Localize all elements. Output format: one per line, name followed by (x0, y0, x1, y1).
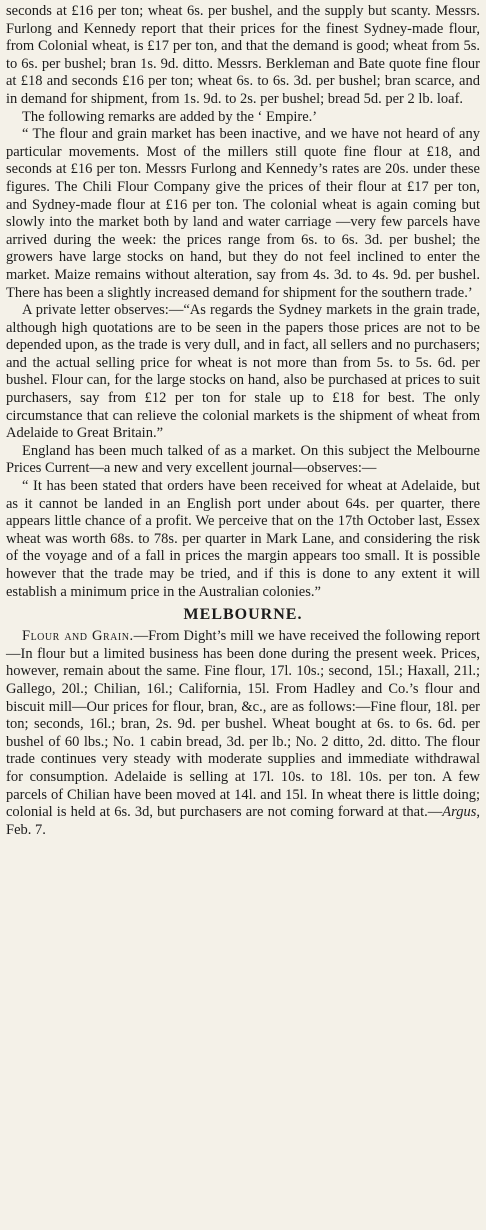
source-date: , Feb. 7. (6, 804, 480, 838)
paragraph-prices-current-quote: “ It has been stated that orders have been received for wheat at Adelaide, but as it cannot be landed in an English port under about 64s. per quarter, there appears little chance of a profit. We perceive that on the 17th October last, Essex wheat was worth 68s. to 78s. per quarter in Mark Lane, and considering the risk of the voyage and of a fall in prices the margin appears too small. It is possible however that the trade may be tried, and if this is done to any extent it will establish a minimum price in the Australian colonies.” (6, 478, 480, 600)
run-in-heading-flour-and-grain: Flour and Grain. (22, 628, 134, 645)
paragraph-private-letter: A private letter observes:—“As regards the Sydney markets in the grain trade, although high quotations are to be seen in the papers those prices are not to be depended upon, as the trade is very dull, and in fact, all sellers and no purchasers; and the actual selling price for wheat is not more than from 5s. to 5s. 6d. per bushel. Flour can, for the large stocks on hand, also be purchased at prices to suit purchasers, say from £12 per ton for stale up to £18 for best. The only circumstance that can relieve the colonial markets is the shipment of wheat from Adelaide to Great Britain.” (6, 302, 480, 442)
source-citation-argus: Argus (442, 804, 477, 821)
paragraph-empire-intro: The following remarks are added by the ‘ Empire.’ (22, 108, 318, 125)
melbourne-report-text: —From Dight’s mill we have received the following report—In flour but a limited business has been done during the present week. Prices, however, remain about the same. Fine flour, 17l. 10s.; second, 15l.; Haxall, 21l.; Gallego, 20l.; Chilian, 16l.; California, 15l. From Hadley and Co.’s flour and biscuit mill—Our prices for flour, bran, &c., are as follows:—Fine flour, 18l. per ton; seconds, 16l.; bran, 2s. 9d. per bushel. Wheat bought at 6s. to 6s. 6d. per bushel of 60 lbs.; No. 1 cabin bread, 3d. per lb.; No. 2 ditto, 2d. ditto. The flour trade continues very steady with moderate supplies and immediate withdrawal for consumption. Adelaide is selling at 17l. 10s. to 18l. 10s. per ton. A few parcels of Chilian have been moved at 14l. and 15l. In wheat there is little doing; colonial is held at 6s. 3d, but purchasers are not coming forward at that.— (6, 628, 480, 821)
section-heading-melbourne: MELBOURNE. (183, 606, 303, 624)
paragraph-sydney-quotes: seconds at £16 per ton; wheat 6s. per bushel, and the supply but scanty. Messrs. Furlong and Kennedy report that their prices for the finest Sydney-made flour, from Colonial wheat, is £17 per ton, and that the demand is good; wheat from 5s. to 6s. per bushel; bran 1s. 9d. ditto. Messrs. Berkleman and Bate quote fine flour at £18 and seconds £16 per ton; wheat 6s. to 6s. 3d. per bushel; bran scarce, and in demand for shipment, from 1s. 9d. to 2s. per bushel; bread 5d. per 2 lb. loaf. (6, 3, 480, 107)
paragraph-melbourne-flour-grain (6, 628, 480, 839)
paragraph-empire-quote: “ The flour and grain market has been inactive, and we have not heard of any particular movements. Most of the millers still quote fine flour at £18, and seconds at £16 per ton. Messrs Furlong and Kennedy’s rates are 20s. under these figures. The Chili Flour Company give the prices of their flour at £17 per ton, and Sydney-made flour at £16 per ton. The colonial wheat is again coming but slowly into the market both by land and water carriage —very few parcels have arrived during the week: the prices range from 6s. to 6s. 3d. per bushel; the growers have large stocks on hand, but they do not feel inclined to enter the market. Maize remains without alteration, say from 4s. 3d. to 4s. 9d. per bushel. There has been a slightly increased demand for shipment for the southern trade.’ (6, 126, 480, 301)
paragraph-england-market: England has been much talked of as a market. On this subject the Melbourne Prices Current—a new and very excellent journal—observes:— (6, 442, 480, 477)
